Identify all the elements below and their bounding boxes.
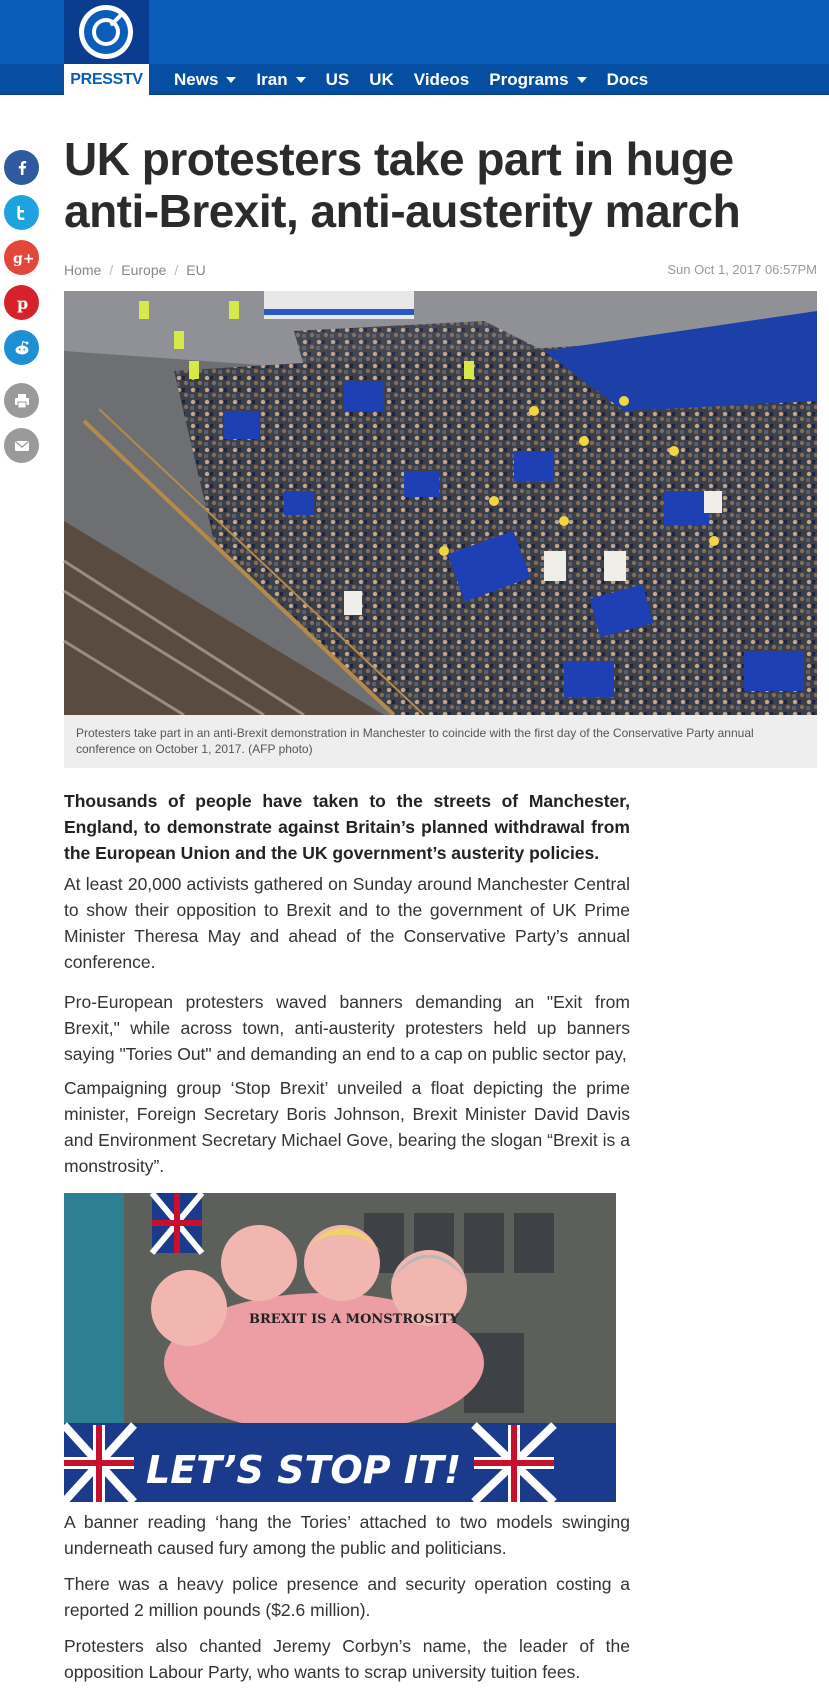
chevron-down-icon bbox=[296, 77, 306, 83]
chevron-down-icon bbox=[226, 77, 236, 83]
article-headline: UK protesters take part in huge anti-Brexit, anti-austerity march bbox=[64, 133, 741, 237]
share-twitter-button[interactable] bbox=[4, 195, 39, 230]
share-pinterest-button[interactable] bbox=[4, 285, 39, 320]
article-paragraph: Protesters also chanted Jeremy Corbyn’s name, the leader of the opposition Labour Party, who wants to scrap university tuition fees. bbox=[64, 1636, 630, 1682]
svg-text:p: p bbox=[16, 293, 28, 313]
share-reddit-button[interactable] bbox=[4, 330, 39, 365]
float-banner-text: LET’S STOP IT! bbox=[146, 1448, 462, 1492]
reddit-icon bbox=[12, 338, 32, 358]
nav-label: Videos bbox=[413, 69, 470, 89]
float-photo bbox=[64, 1193, 616, 1502]
nav-label: UK bbox=[369, 69, 394, 89]
printer-icon bbox=[12, 391, 32, 411]
breadcrumb-eu[interactable]: EU bbox=[186, 262, 206, 278]
share-facebook-button[interactable] bbox=[4, 150, 39, 185]
nav-item-videos[interactable] bbox=[414, 70, 469, 90]
breadcrumb-separator: / bbox=[174, 262, 179, 278]
facebook-icon bbox=[12, 158, 32, 178]
pinterest-icon bbox=[12, 293, 32, 313]
publish-date: Sun Oct 1, 2017 06:57PM bbox=[667, 262, 817, 277]
article-paragraph: There was a heavy police presence and security operation costing a reported 2 million pounds ($2.6 million). bbox=[64, 1574, 630, 1620]
breadcrumb bbox=[64, 262, 206, 278]
nav-label: US bbox=[325, 69, 350, 89]
article-paragraph: At least 20,000 activists gathered on Sunday around Manchester Central to show their opposition to Brexit and to the government of UK Prime Minister Theresa May and ahead of the Conservative Party’s annual conference. bbox=[64, 874, 630, 972]
nav-item-news[interactable] bbox=[174, 70, 236, 90]
article-paragraph: Pro-European protesters waved banners demanding an "Exit from Brexit," while across town, anti-austerity protesters held up banners saying "Tories Out" and demanding an end to a cap on public sector pay, bbox=[64, 992, 630, 1064]
nav-item-us[interactable] bbox=[326, 70, 350, 90]
nav-item-uk[interactable] bbox=[369, 70, 394, 90]
article-lead: Thousands of people have taken to the streets of Manchester, England, to demonstrate against Britain’s planned withdrawal from the European Union and the UK government’s austerity policies. bbox=[64, 791, 630, 863]
nav-label: Iran bbox=[256, 69, 288, 89]
breadcrumb-home[interactable]: Home bbox=[64, 262, 102, 278]
main-article-photo bbox=[64, 291, 817, 715]
brexit-float-image bbox=[64, 1193, 616, 1502]
article-paragraph: Campaigning group ‘Stop Brexit’ unveiled a float depicting the prime minister, Foreign Secretary Boris Johnson, Brexit Minister David Davis and Environment Secretary Michael Gove, bearing the slogan “Brexit is a monstrosity”. bbox=[64, 1078, 630, 1176]
nav-item-docs[interactable] bbox=[607, 70, 649, 90]
logo-wordmark: PRESSTV bbox=[64, 64, 149, 95]
envelope-icon bbox=[12, 436, 32, 456]
nav-label: Programs bbox=[489, 69, 569, 89]
nav-item-programs[interactable] bbox=[489, 70, 586, 90]
twitter-icon bbox=[12, 203, 32, 223]
breadcrumb-europe[interactable]: Europe bbox=[121, 262, 167, 278]
presstv-logo[interactable] bbox=[64, 0, 149, 95]
float-sign-text: BREXIT IS A MONSTROSITY bbox=[249, 1312, 459, 1327]
nav-label: News bbox=[174, 69, 219, 89]
logo-icon bbox=[72, 2, 140, 62]
share-google-plus-button[interactable] bbox=[4, 240, 39, 275]
google-plus-icon bbox=[12, 248, 35, 268]
protest-crowd-image bbox=[64, 291, 817, 715]
svg-text:g+: g+ bbox=[12, 250, 35, 267]
email-button[interactable] bbox=[4, 428, 39, 463]
main-nav bbox=[174, 64, 668, 95]
nav-label: Docs bbox=[606, 69, 649, 89]
nav-item-iran[interactable] bbox=[256, 70, 305, 90]
photo-caption: Protesters take part in an anti-Brexit demonstration in Manchester to coincide with the first day of the Conservative Party annual conference on October 1, 2017. (AFP photo) bbox=[64, 715, 817, 768]
print-button[interactable] bbox=[4, 383, 39, 418]
breadcrumb-separator: / bbox=[109, 262, 114, 278]
article-paragraph: A banner reading ‘hang the Tories’ attached to two models swinging underneath caused fury among the public and politicians. bbox=[64, 1512, 630, 1558]
chevron-down-icon bbox=[577, 77, 587, 83]
